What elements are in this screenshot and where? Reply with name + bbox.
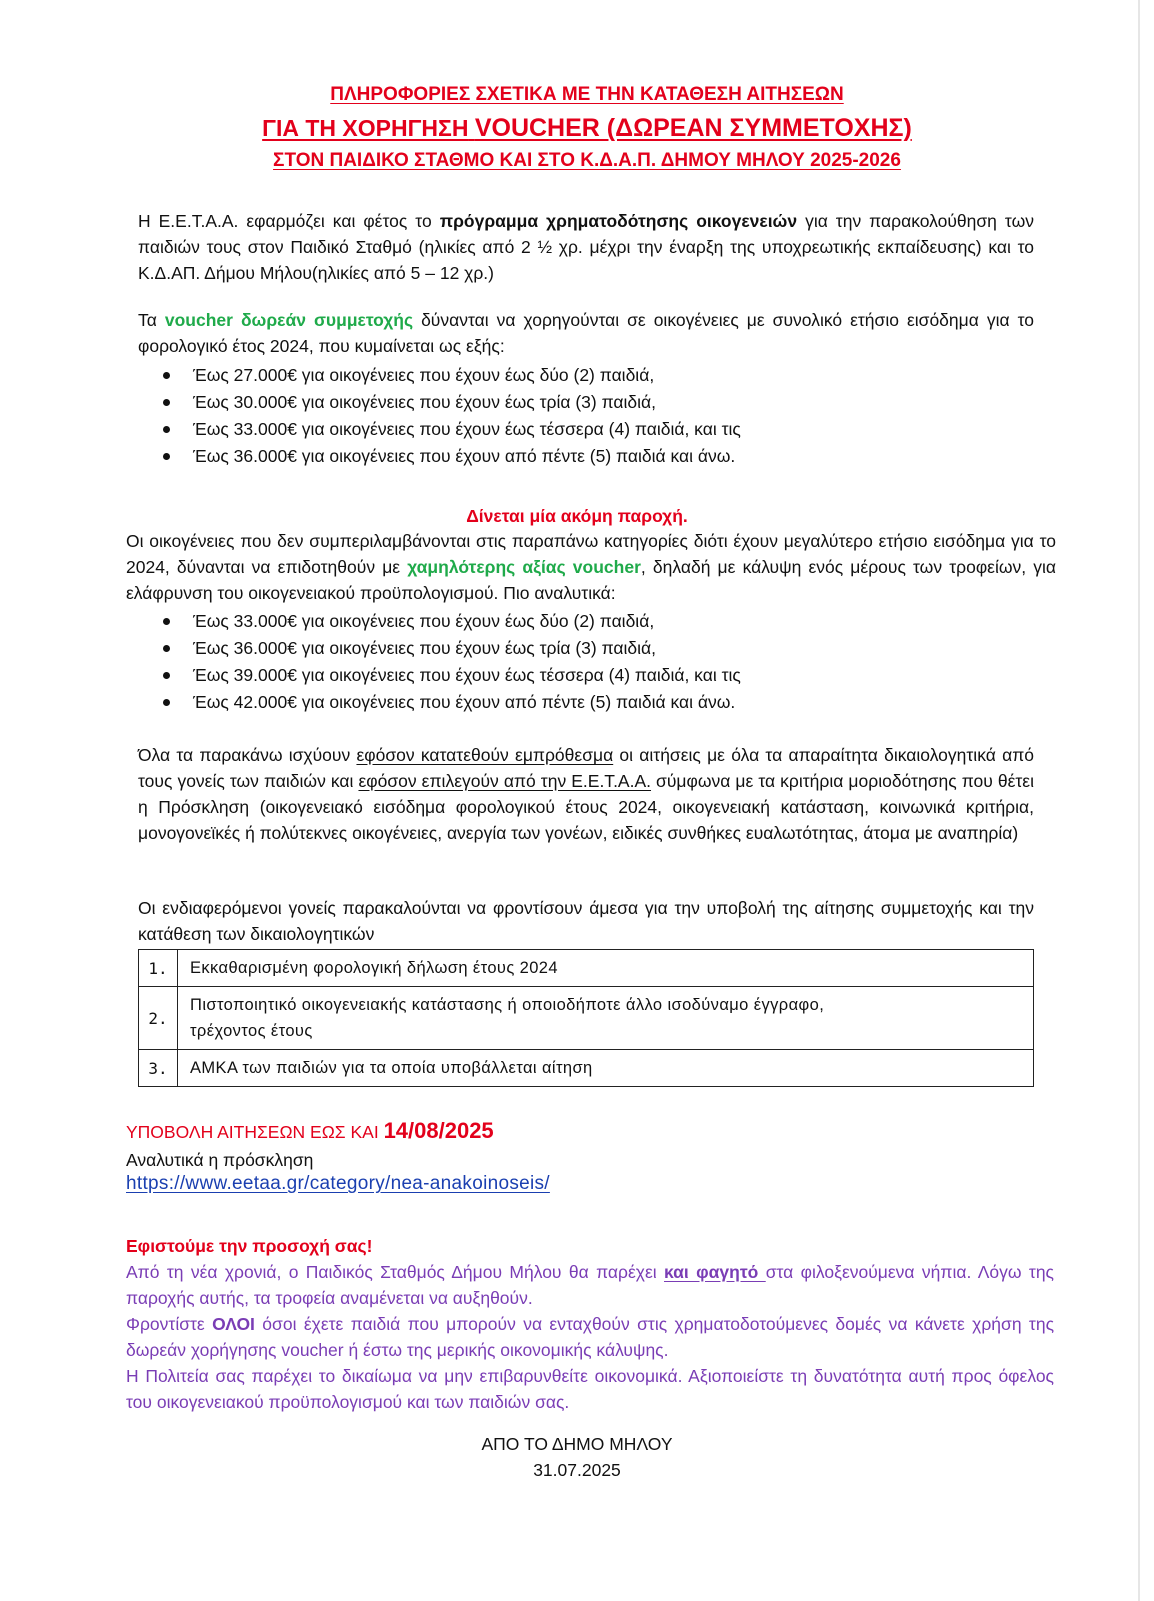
- table-row: [139, 950, 1034, 987]
- deadline-date: 14/08/2025: [383, 1118, 494, 1143]
- voucher-income-list: [163, 362, 1013, 470]
- page-edge-divider: [1138, 0, 1140, 1601]
- list-item: Έως 36.000€ για οικογένειες που έχουν έως τρία (3) παιδιά,: [163, 635, 1013, 662]
- list-item: Έως 33.000€ για οικογένειες που έχουν έως δύο (2) παιδιά,: [163, 608, 1013, 635]
- title-line-2-voucher: VOUCHER (ΔΩΡΕΑΝ ΣΥΜΜΕΤΟΧΗΣ): [474, 114, 912, 142]
- attention-paragraph-3: Η Πολιτεία σας παρέχει το δικαίωμα να μην επιβαρυνθείτε οικονομικά. Αξιοποιείστε τη δυνατότητα αυτή προς όφελος του οικογενειακού προϋπολογισμού και των παιδιών σας.: [126, 1366, 1054, 1412]
- title-line-2-prefix: ΓΙΑ ΤΗ ΧΟΡΗΓΗΣΗ: [262, 115, 469, 141]
- title-line-1: ΠΛΗΡΟΦΟΡΙΕΣ ΣΧΕΤΙΚΑ ΜΕ ΤΗΝ ΚΑΤΑΘΕΣΗ ΑΙΤΗΣΕΩΝ: [330, 84, 844, 105]
- footer-from: ΑΠΟ ΤΟ ΔΗΜΟ ΜΗΛΟΥ: [481, 1434, 673, 1454]
- table-row: [139, 1050, 1034, 1087]
- intro-paragraph: [138, 208, 1034, 286]
- list-item: Έως 42.000€ για οικογένειες που έχουν από πέντε (5) παιδιά και άνω.: [163, 689, 1013, 716]
- voucher-text-a: Τα: [138, 310, 165, 330]
- list-item: Έως 36.000€ για οικογένειες που έχουν από πέντε (5) παιδιά και άνω.: [163, 443, 1013, 470]
- list-item: Έως 33.000€ για οικογένειες που έχουν έως τέσσερα (4) παιδιά, και τις: [163, 416, 1013, 443]
- extra-text-b: , δηλαδή με κάλυψη ενός μέρους των τροφείων, για ελάφρυνση του οικογενειακού προϋπολογισμού. Πιο αναλυτικά:: [126, 557, 1057, 603]
- doc-text: Πιστοποιητικό οικογενειακής κατάστασης ή οποιοδήποτε άλλο ισοδύναμο έγγραφο, τρέχοντος έτους: [178, 987, 1034, 1050]
- doc-number: 2.: [139, 987, 178, 1050]
- doc-number: 1.: [139, 950, 178, 987]
- attention-heading: Εφιστούμε την προσοχή σας!: [126, 1236, 373, 1256]
- extra-text-a: Οι οικογένειες που δεν συμπεριλαμβάνονται στις παραπάνω κατηγορίες διότι έχουν μεγαλύτερο ετήσιο εισόδημα για το 2024, δύνανται να επιδοτηθούν με: [126, 531, 1056, 577]
- list-item: Έως 30.000€ για οικογένειες που έχουν έως τρία (3) παιδιά,: [163, 389, 1013, 416]
- list-item: Έως 27.000€ για οικογένειες που έχουν έως δύο (2) παιδιά,: [163, 362, 1013, 389]
- deadline-label: ΥΠΟΒΟΛΗ ΑΙΤΗΣΕΩΝ ΕΩΣ ΚΑΙ: [126, 1122, 384, 1142]
- attention-p1-a: Από τη νέα χρονιά, ο Παιδικός Σταθμός Δήμου Μήλου θα παρέχει: [126, 1262, 664, 1282]
- deadline-line: [126, 1118, 926, 1145]
- conditions-text-b: οι αιτήσεις με όλα τα απαραίτητα δικαιολογητικά από τους γονείς των παιδιών και: [138, 745, 1035, 791]
- parents-paragraph: Οι ενδιαφερόμενοι γονείς παρακαλούνται να φροντίσουν άμεσα για την υποβολή της αίτησης συμμετοχής και την κατάθεση των δικαιολογητικών: [138, 898, 1034, 944]
- attention-p1-underline: και φαγητό: [664, 1262, 766, 1282]
- intro-text-a: Η Ε.Ε.Τ.Α.Α. εφαρμόζει και φέτος το: [138, 211, 440, 231]
- document-header: [0, 78, 1154, 178]
- conditions-text-a: Όλα τα παρακάνω ισχύουν: [138, 745, 357, 765]
- conditions-paragraph: [138, 742, 1034, 846]
- attention-p2-bold: ΟΛΟΙ: [212, 1314, 255, 1334]
- table-row: [139, 987, 1034, 1050]
- conditions-underline-2: εφόσον επιλεγούν από την Ε.Ε.Τ.Α.Α.: [358, 771, 652, 791]
- title-line-3: ΣΤΟΝ ΠΑΙΔΙΚΟ ΣΤΑΘΜΟ ΚΑΙ ΣΤΟ Κ.Δ.Α.Π. ΔΗΜΟΥ ΜΗΛΟΥ 2025-2026: [273, 150, 901, 171]
- attention-p2-a: Φροντίστε: [126, 1314, 213, 1334]
- title-line-2: [20, 112, 1154, 144]
- deadline-details: Αναλυτικά η πρόσκληση: [126, 1150, 314, 1170]
- doc-text: Εκκαθαρισμένη φορολογική δήλωση έτους 2024: [178, 950, 1034, 987]
- intro-bold: πρόγραμμα χρηματοδότησης οικογενειών: [439, 211, 798, 231]
- doc-number: 3.: [139, 1050, 178, 1087]
- attention-p2-c: όσοι έχετε παιδιά που μπορούν να ενταχθούν στις χρηματοδοτούμενες δομές να κάνετε χρήση της δωρεάν χορήγησης voucher ή έστω της μερικής οικονομικής κάλυψης.: [126, 1314, 1055, 1360]
- list-item: Έως 39.000€ για οικογένειες που έχουν έως τέσσερα (4) παιδιά, και τις: [163, 662, 1013, 689]
- documents-table: [138, 949, 1034, 1087]
- attention-paragraph-2: [126, 1311, 1054, 1363]
- extra-benefit-heading: Δίνεται μία ακόμη παροχή.: [466, 506, 688, 526]
- voucher-paragraph: [138, 307, 1034, 359]
- extra-benefit-paragraph: [126, 528, 1056, 606]
- attention-p1-b: στα φιλοξενούμενα νήπια. Λόγω της παροχής αυτής, τα τροφεία αναμένεται να αυξηθούν.: [126, 1262, 1054, 1308]
- extra-green: χαμηλότερης αξίας voucher: [407, 557, 641, 577]
- conditions-text-c: σύμφωνα με τα κριτήρια μοριοδότησης που θέτει η Πρόσκληση (οικογενειακό εισόδημα φορολογικού έτους 2024, οικογενειακή κατάσταση, κοινωνικά κριτήρια, μονογονεϊκές ή πολύτεκνες οικογένειες, ανεργία των γονέων, ειδικές συνθήκες ευαλωτότητας, άτομα με αναπηρία): [138, 771, 1035, 843]
- voucher-text-b: δύνανται να χορηγούνται σε οικογένειες με συνολικό ετήσιο εισόδημα για το φορολογικό έτος 2024, που κυμαίνεται ως εξής:: [138, 310, 1034, 356]
- doc-text: ΑΜΚΑ των παιδιών για τα οποία υποβάλλεται αίτηση: [178, 1050, 1034, 1087]
- extra-income-list: [163, 608, 1013, 716]
- voucher-green: voucher δωρεάν συμμετοχής: [164, 310, 414, 330]
- invitation-link[interactable]: https://www.eetaa.gr/category/nea-anakoinoseis/: [126, 1173, 550, 1194]
- intro-text-b: για την παρακολούθηση των παιδιών τους στον Παιδικό Σταθμό (ηλικίες από 2 ½ χρ. μέχρι την έναρξη της υποχρεωτικής εκπαίδευσης) και το Κ.Δ.ΑΠ. Δήμου Μήλου(ηλικίες από 5 – 12 χρ.): [138, 211, 1034, 283]
- footer-date: 31.07.2025: [533, 1460, 621, 1480]
- conditions-underline-1: εφόσον κατατεθούν εμπρόθεσμα: [356, 745, 614, 765]
- attention-paragraph-1: [126, 1259, 1054, 1311]
